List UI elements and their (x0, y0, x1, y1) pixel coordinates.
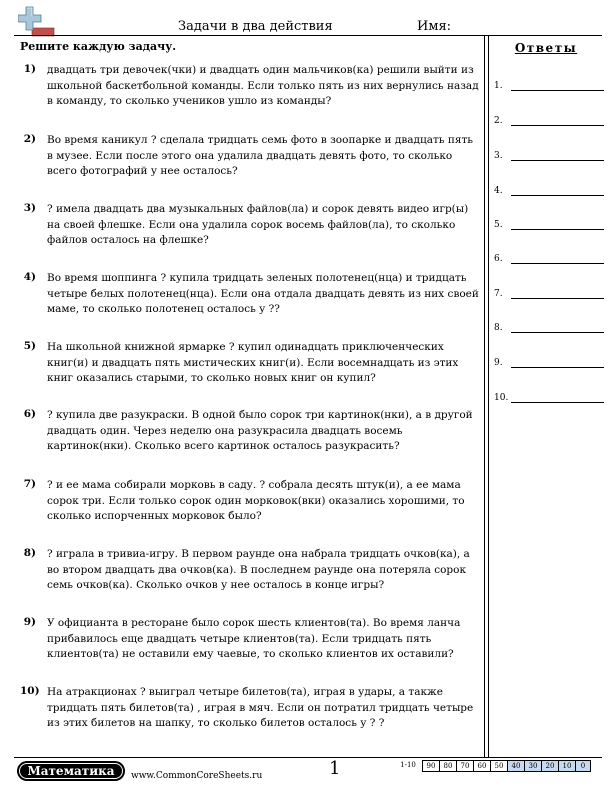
problem-number: 4) (23, 271, 36, 283)
score-cell: 90 (422, 760, 440, 772)
problem-text: У официанта в ресторане было сорок шесть клиентов(та). Во время ланча прибавилось еще двадцать четыре клиентов(та). Если тридцать пять клиентов(та) не оставили ему чаевые, то сколько клиентов их оставили? (47, 617, 461, 660)
score-cell: 40 (507, 760, 525, 772)
answer-line-4[interactable] (494, 182, 604, 196)
problem-number: 1) (23, 63, 36, 75)
answer-number: 1. (494, 81, 503, 91)
score-cell: 60 (473, 760, 491, 772)
problem-text: На атракционах ? выиграл четыре билетов(та), играя в удары, а также тридцать пять билетов(та) , играя в мяч. Если он потратил тридцать четыре из этих билетов на шапку, то сколько билетов осталось у ? ? (47, 686, 474, 729)
page-number: 1 (329, 758, 341, 779)
problem-text: Во время каникул ? сделала тридцать семь фото в зоопарке и двадцать пять в музее. Если после этого она удалила двадцать девять фото, то сколько всего фотографий у нее осталось? (47, 134, 474, 177)
answer-number: 7. (494, 289, 503, 299)
header-divider (14, 35, 602, 36)
score-range: 1-10 (400, 761, 416, 769)
name-label: Имя: (417, 19, 452, 34)
problem-number: 9) (23, 616, 36, 628)
problem-text: На школьной книжной ярмарке ? купил одинадцать приключенческих книг(и) и двадцать пять мистических книг(и). Если восемнадцать из этих книг оказались старыми, то сколько новых книг он купил? (47, 341, 459, 384)
score-cell: 0 (575, 760, 591, 772)
score-cell: 30 (524, 760, 542, 772)
site-url: www.CommonCoreSheets.ru (131, 771, 263, 781)
answer-line-5[interactable] (494, 216, 604, 230)
score-cell: 80 (439, 760, 457, 772)
answers-title: Ответы (514, 41, 578, 55)
problem-number: 8) (23, 547, 36, 559)
column-divider (484, 35, 485, 757)
footer-divider (14, 757, 602, 758)
problem-text: Во время шоппинга ? купила тридцать зеленых полотенец(нца) и тридцать четыре белых полотенец(нца). Если она отдала двадцать девять из них своей маме, то сколько полотенец осталось у ?? (47, 272, 479, 315)
answer-number: 9. (494, 358, 503, 368)
instructions: Решите каждую задачу. (20, 40, 177, 53)
subject-badge (17, 761, 125, 781)
problem-number: 2) (23, 133, 36, 145)
page-title: Задачи в два действия (178, 19, 333, 34)
problem-number: 10) (20, 685, 40, 697)
answer-number: 2. (494, 116, 503, 126)
column-divider-inner (488, 35, 489, 757)
problem-number: 7) (23, 478, 36, 490)
problem-number: 3) (23, 202, 36, 214)
answer-line-10[interactable] (494, 389, 604, 403)
problem-number: 5) (23, 340, 36, 352)
problem-number: 6) (23, 408, 36, 420)
problem-text: двадцать три девочек(чки) и двадцать один мальчиков(ка) решили выйти из школьной баскетбольной команды. Если только пять из них вернулись назад в команду, то сколько учеников ушло из команды? (47, 64, 479, 107)
problem-text: ? купила две разукраски. В одной было сорок три картинок(нки), а в другой двадцать один. Через неделю она разукрасила двадцать восемь картинок(нки). Сколько всего картинок осталось разукрасить? (47, 409, 473, 452)
answer-line-9[interactable] (494, 354, 604, 368)
subject-badge-label: Математика (19, 763, 123, 779)
answer-line-3[interactable] (494, 147, 604, 161)
answer-number: 5. (494, 220, 503, 230)
problem-text: ? имела двадцать два музыкальных файлов(ла) и сорок девять видео игр(ы) на своей флешке. Если она удалила сорок восемь файлов(ла), то сколько файлов осталось на флешке? (47, 203, 469, 246)
answer-number: 10. (494, 393, 509, 403)
answer-line-8[interactable] (494, 319, 604, 333)
answer-number: 6. (494, 254, 503, 264)
answer-line-6[interactable] (494, 250, 604, 264)
answer-number: 8. (494, 323, 503, 333)
score-cell: 10 (558, 760, 576, 772)
score-cell: 20 (541, 760, 559, 772)
score-cell: 70 (456, 760, 474, 772)
score-cell: 50 (490, 760, 508, 772)
answer-number: 4. (494, 186, 503, 196)
logo-icon (18, 6, 56, 38)
answer-line-1[interactable] (494, 77, 604, 91)
answer-line-2[interactable] (494, 112, 604, 126)
problem-text: ? играла в тривиа-игру. В первом раунде она набрала тридцать очков(ка), а во втором двадцать два очков(ка). В последнем раунде она потеряла сорок семь очков(ка). Сколько очков у нее осталось в конце игры? (47, 548, 470, 591)
answer-line-7[interactable] (494, 285, 604, 299)
answer-number: 3. (494, 151, 503, 161)
problem-text: ? и ее мама собирали морковь в саду. ? собрала десять штук(и), а ее мама сорок три. Если только сорок один морковок(вки) оказались хорошими, то сколько испорченных морковок было? (47, 479, 465, 522)
score-table (398, 760, 591, 770)
